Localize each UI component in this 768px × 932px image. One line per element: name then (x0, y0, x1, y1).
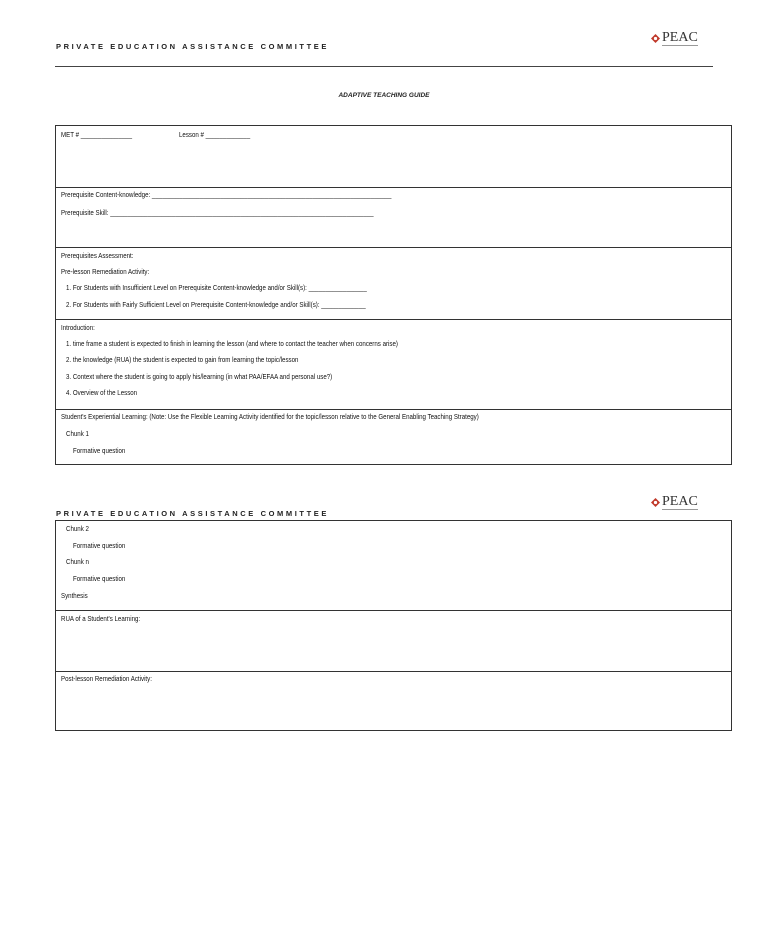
synthesis-label: Synthesis (61, 591, 88, 600)
prereq-assessment-label: Prerequisites Assessment: (61, 251, 134, 260)
prereq-skill-field[interactable]: Prerequisite Skill: _____________________________________________________________________________ (61, 208, 374, 217)
experiential-section (56, 409, 731, 464)
assessment-section (56, 247, 731, 319)
org-name-header: PRIVATE EDUCATION ASSISTANCE COMMITTEE (56, 42, 329, 51)
chunk-2-label: Chunk 2 (66, 524, 89, 533)
peac-diamond-icon (651, 498, 660, 507)
peac-diamond-icon (651, 34, 660, 43)
guide-table-page2 (55, 520, 732, 731)
introduction-item-1: 1. time frame a student is expected to finish in learning the lesson (and where to contact the teacher when concerns arise) (66, 339, 398, 348)
formative-question-n: Formative question (73, 574, 126, 583)
peac-logo (651, 31, 703, 51)
introduction-label: Introduction: (61, 323, 95, 332)
remediation-item-1[interactable]: 1. For Students with Insufficient Level on Prerequisite Content-knowledge and/or Skill(s): _________________ (66, 283, 367, 292)
guide-table-page1 (55, 125, 732, 465)
header-rule (55, 66, 713, 67)
logo-underline (662, 509, 698, 511)
peac-logo-text: PEAC (662, 30, 698, 45)
rua-section (56, 610, 731, 671)
experiential-label: Student's Experiential Learning: (Note: Use the Flexible Learning Activity identified for the topic/lesson relative to the General Enabling Teaching Strategy) (61, 412, 479, 421)
postlesson-section (56, 671, 731, 730)
met-field[interactable]: MET # _______________ (61, 130, 133, 139)
introduction-item-3: 3. Context where the student is going to apply his/learning (in what PAA/EFAA and personal use?) (66, 372, 333, 381)
postlesson-label: Post-lesson Remediation Activity: (61, 674, 152, 683)
prereq-content-field[interactable]: Prerequisite Content-knowledge: ______________________________________________________________________ (61, 190, 392, 199)
formative-question-1: Formative question (73, 446, 126, 455)
met-section (56, 126, 731, 187)
prerequisite-section (56, 187, 731, 247)
lesson-field[interactable]: Lesson # _____________ (179, 130, 251, 139)
peac-logo-text: PEAC (662, 494, 698, 509)
rua-label: RUA of a Student's Learning: (61, 614, 141, 623)
prelesson-remediation-label: Pre-lesson Remediation Activity: (61, 267, 150, 276)
logo-underline (662, 45, 698, 47)
introduction-section (56, 319, 731, 409)
chunk-1-label: Chunk 1 (66, 429, 89, 438)
document-title: ADAPTIVE TEACHING GUIDE (338, 92, 430, 99)
remediation-item-2[interactable]: 2. For Students with Fairly Sufficient Level on Prerequisite Content-knowledge and/or Skill(s): _____________ (66, 300, 366, 309)
formative-question-2: Formative question (73, 541, 126, 550)
org-name-header-page2: PRIVATE EDUCATION ASSISTANCE COMMITTEE (56, 509, 329, 518)
chunks-section (56, 521, 731, 610)
chunk-n-label: Chunk n (66, 557, 89, 566)
peac-logo-page2 (651, 495, 703, 515)
introduction-item-2: 2. the knowledge (RUA) the student is expected to gain from learning the topic/lesson (66, 355, 299, 364)
introduction-item-4: 4. Overview of the Lesson (66, 388, 138, 397)
